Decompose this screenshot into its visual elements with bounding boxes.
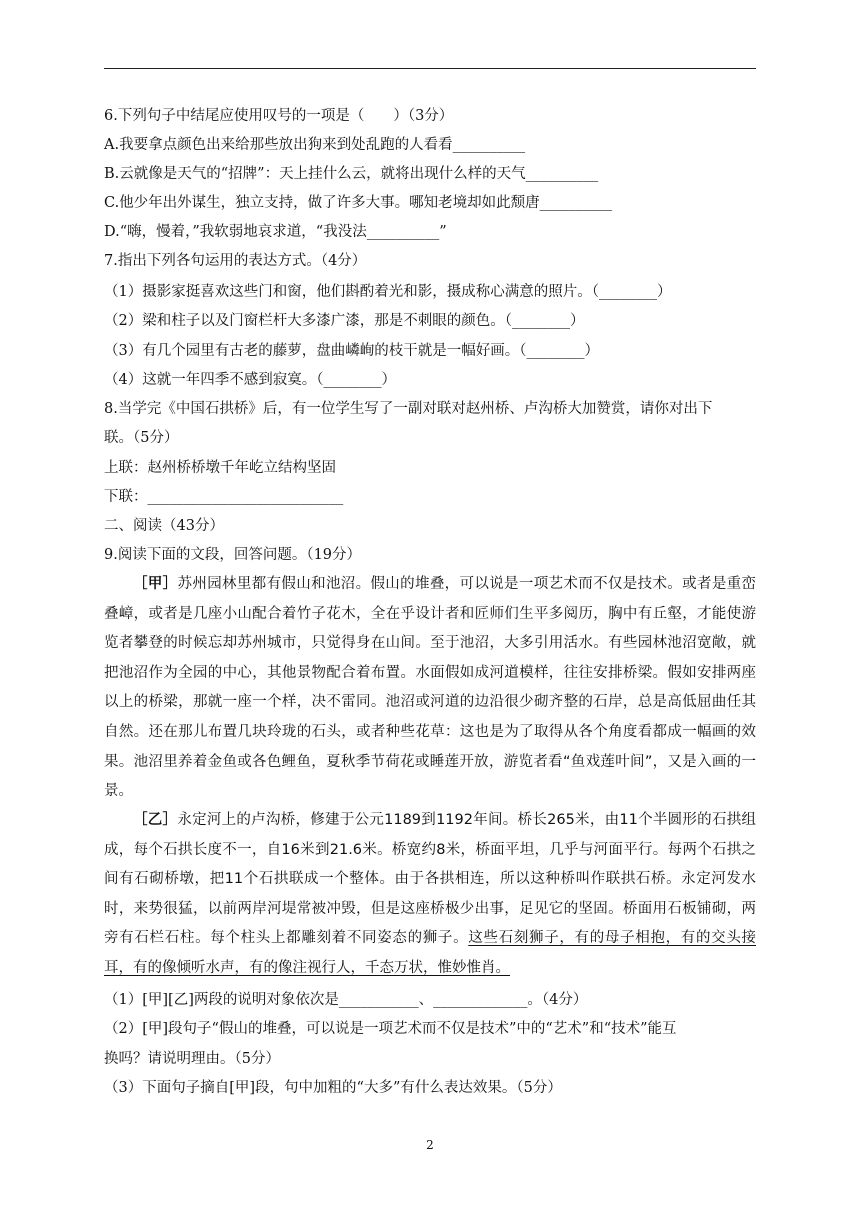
passage-jia [104, 570, 756, 806]
q7-sentence-1: （1）摄影家挺喜欢这些门和窗，他们斟酌着光和影，摄成称心满意的照片。（________） [104, 284, 672, 300]
passage-jia-tag: ［甲］ [133, 576, 178, 592]
q7-sentence-3: （3）有几个园里有古老的藤萝，盘曲嶙峋的枝干就是一幅好画。（________） [104, 343, 599, 359]
passage-yi [104, 806, 756, 984]
passage-yi-tag: ［乙］ [133, 812, 178, 828]
q8-stem-line2: 联。（5分） [104, 430, 179, 446]
q6-stem: 6.下列句子中结尾应使用叹号的一项是（ ）（3分） [104, 108, 454, 124]
passage-yi-underlined: 这些石刻狮子，有的母子相抱，有的交头接耳，有的像倾听水声，有的像注视行人，千态万状，惟妙惟肖。 [104, 930, 756, 976]
q9-sub3: （3）下面句子摘自[甲]段，句中加粗的“大多”有什么表达效果。（5分） [104, 1080, 562, 1096]
q6-option-c: C.他少年出外谋生，独立支持，做了许多大事。哪知老境却如此颓唐__________ [104, 195, 613, 211]
q7-sentence-4: （4）这就一年四季不感到寂寞。（________） [104, 372, 396, 388]
q9-sub2-line2: 换吗？请说明理由。（5分） [104, 1051, 280, 1067]
q7-sentence-2: （2）梁和柱子以及门窗栏杆大多漆广漆，那是不刺眼的颜色。（________） [104, 313, 585, 329]
section-reading-heading: 二、阅读（43分） [104, 518, 224, 534]
page-number: 2 [426, 1138, 434, 1152]
q7-stem: 7.指出下列各句运用的表达方式。（4分） [104, 253, 367, 269]
passage-jia-text: 苏州园林里都有假山和池沼。假山的堆叠，可以说是一项艺术而不仅是技术。或者是重峦叠嶂，或者是几座小山配合着竹子花木，全在乎设计者和匠师们生平多阅历，胸中有丘壑，才能使游览者攀登的时候忘却苏州城市，只觉得身在山间。至于池沼，大多引用活水。有些园林池沼宽敞，就把池沼作为全园的中心，其他景物配合着布置。水面假如成河道模样，往往安排桥梁。假如安排两座以上的桥梁，那就一座一个样，决不雷同。池沼或河道的边沿很少砌齐整的石岸，总是高低屈曲任其自然。还在那儿布置几块玲珑的石头，或者种些花草：这也是为了取得从各个角度看都成一幅画的效果。池沼里养着金鱼或各色鲤鱼，夏秋季节荷花或睡莲开放，游览者看“鱼戏莲叶间”，又是入画的一景。 [104, 576, 756, 800]
q8-lower-couplet: 下联：___________________________ [104, 489, 344, 505]
q6-option-d: D.“嗨，慢着，”我软弱地哀求道，“我没法__________” [104, 224, 447, 240]
q9-sub2-line1: （2）[甲]段句子“假山的堆叠，可以说是一项艺术而不仅是技术”中的“艺术”和“技术”能互 [104, 1021, 677, 1037]
header-rule [104, 68, 756, 69]
q6-option-a: A.我要拿点颜色出来给那些放出狗来到处乱跑的人看看__________ [104, 137, 526, 153]
q9-sub1: （1）[甲][乙]两段的说明对象依次是___________、_____________。（4分） [104, 992, 588, 1008]
passage-yi-text: 永定河上的卢沟桥，修建于公元1189到1192年间。桥长265米，由11个半圆形的石拱组成，每个石拱长度不一，自16米到21.6米。桥宽约8米，桥面平坦，几乎与河面平行。每两个石拱之间有石砌桥墩，把11个石拱联成一个整体。由于各拱相连，所以这种桥叫作联拱石桥。永定河发水时，来势很猛，以前两岸河堤常被冲毁，但是这座桥极少出事，足见它的坚固。桥面用石板铺砌，两旁有石栏石柱。每个柱头上都雕刻着不同姿态的狮子。 [104, 812, 756, 947]
q9-stem: 9.阅读下面的文段，回答问题。（19分） [104, 547, 362, 563]
q6-option-b: B.云就像是天气的“招牌”：天上挂什么云，就将出现什么样的天气__________ [104, 166, 599, 182]
q8-upper-couplet: 上联：赵州桥桥墩千年屹立结构坚固 [104, 460, 336, 476]
q8-stem-line1: 8.当学完《中国石拱桥》后，有一位学生写了一副对联对赵州桥、卢沟桥大加赞赏，请你对出下 [104, 401, 713, 417]
